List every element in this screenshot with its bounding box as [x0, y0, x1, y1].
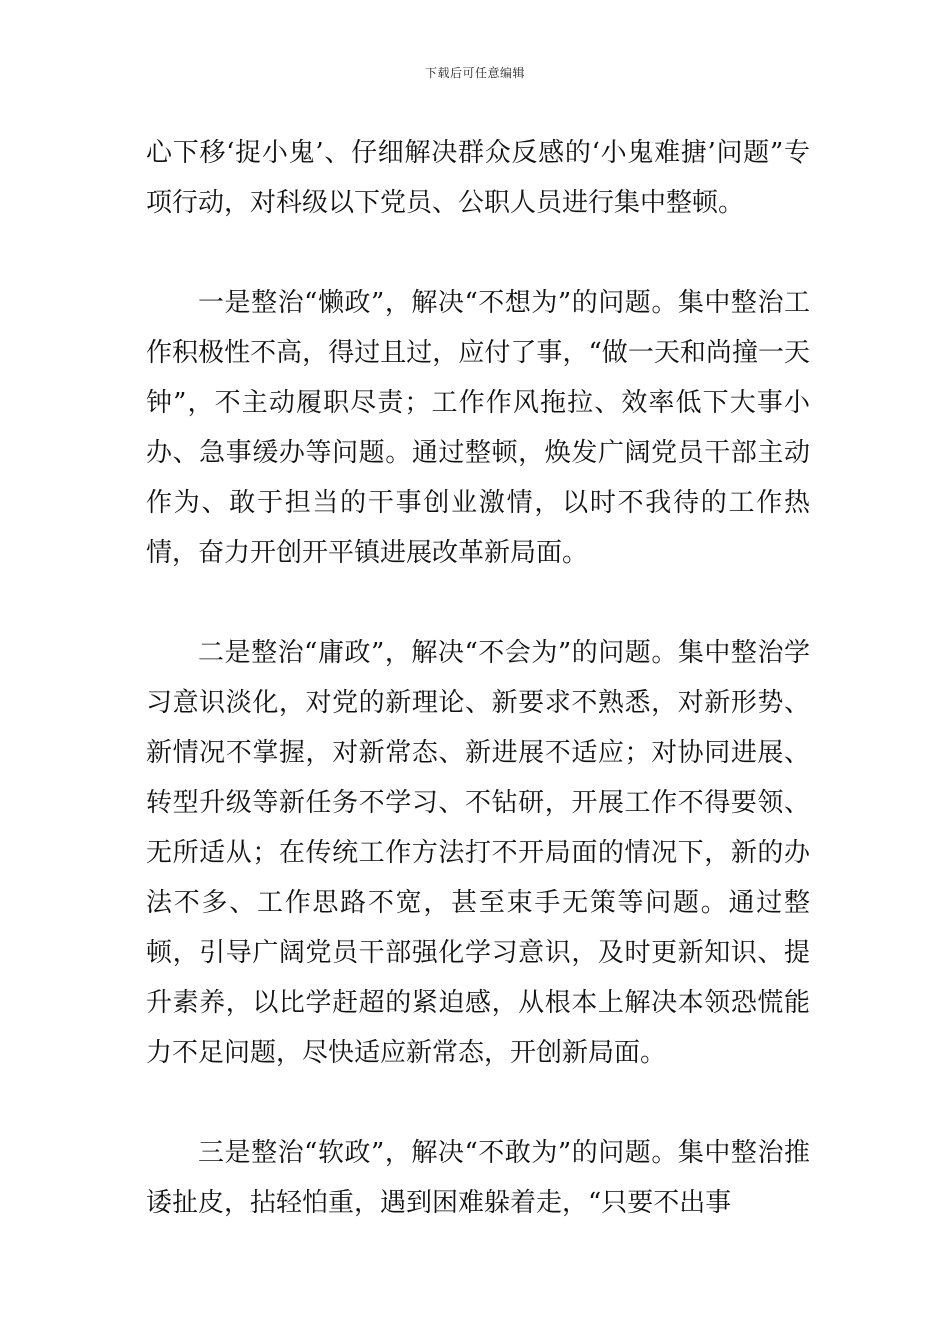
page-header: 下载后可任意编辑 — [424, 66, 525, 80]
paragraph-lazy-governance: 一是整治“懒政”，解决“不想为”的问题。集中整治工作积极性不高，得过且过，应付了事，“做一天和尚撞一天钟”，不主动履职尽责；工作作风拖拉、效率低下大事小办、急事缓办等问题。通过整顿，焕发广阔党员干部主动作为、敢于担当的干事创业激情，以时不我待的工作热情，奋力开创开平镇进展改革新局面。 — [146, 288, 810, 568]
document-body — [146, 128, 810, 1228]
paragraph-soft-governance: 三是整治“软政”，解决“不敢为”的问题。集中整治推诿扯皮，拈轻怕重，遇到困难躲着走，“只要不出事 — [146, 1138, 810, 1218]
paragraph-mediocre-governance: 二是整治“庸政”，解决“不会为”的问题。集中整治学习意识淡化，对党的新理论、新要求不熟悉，对新形势、新情况不掌握，对新常态、新进展不适应；对协同进展、转型升级等新任务不学习、不钻研，开展工作不得要领、无所适从；在传统工作方法打不开局面的情况下，新的办法不多、工作思路不宽，甚至束手无策等问题。通过整顿，引导广阔党员干部强化学习意识，及时更新知识、提升素养，以比学赶超的紧迫感，从根本上解决本领恐慌能力不足问题，尽快适应新常态，开创新局面。 — [146, 638, 810, 1068]
paragraph-continuation: 心下移‘捉小鬼’、仔细解决群众反感的‘小鬼难搪’问题”专项行动，对科级以下党员、公职人员进行集中整顿。 — [146, 138, 810, 218]
